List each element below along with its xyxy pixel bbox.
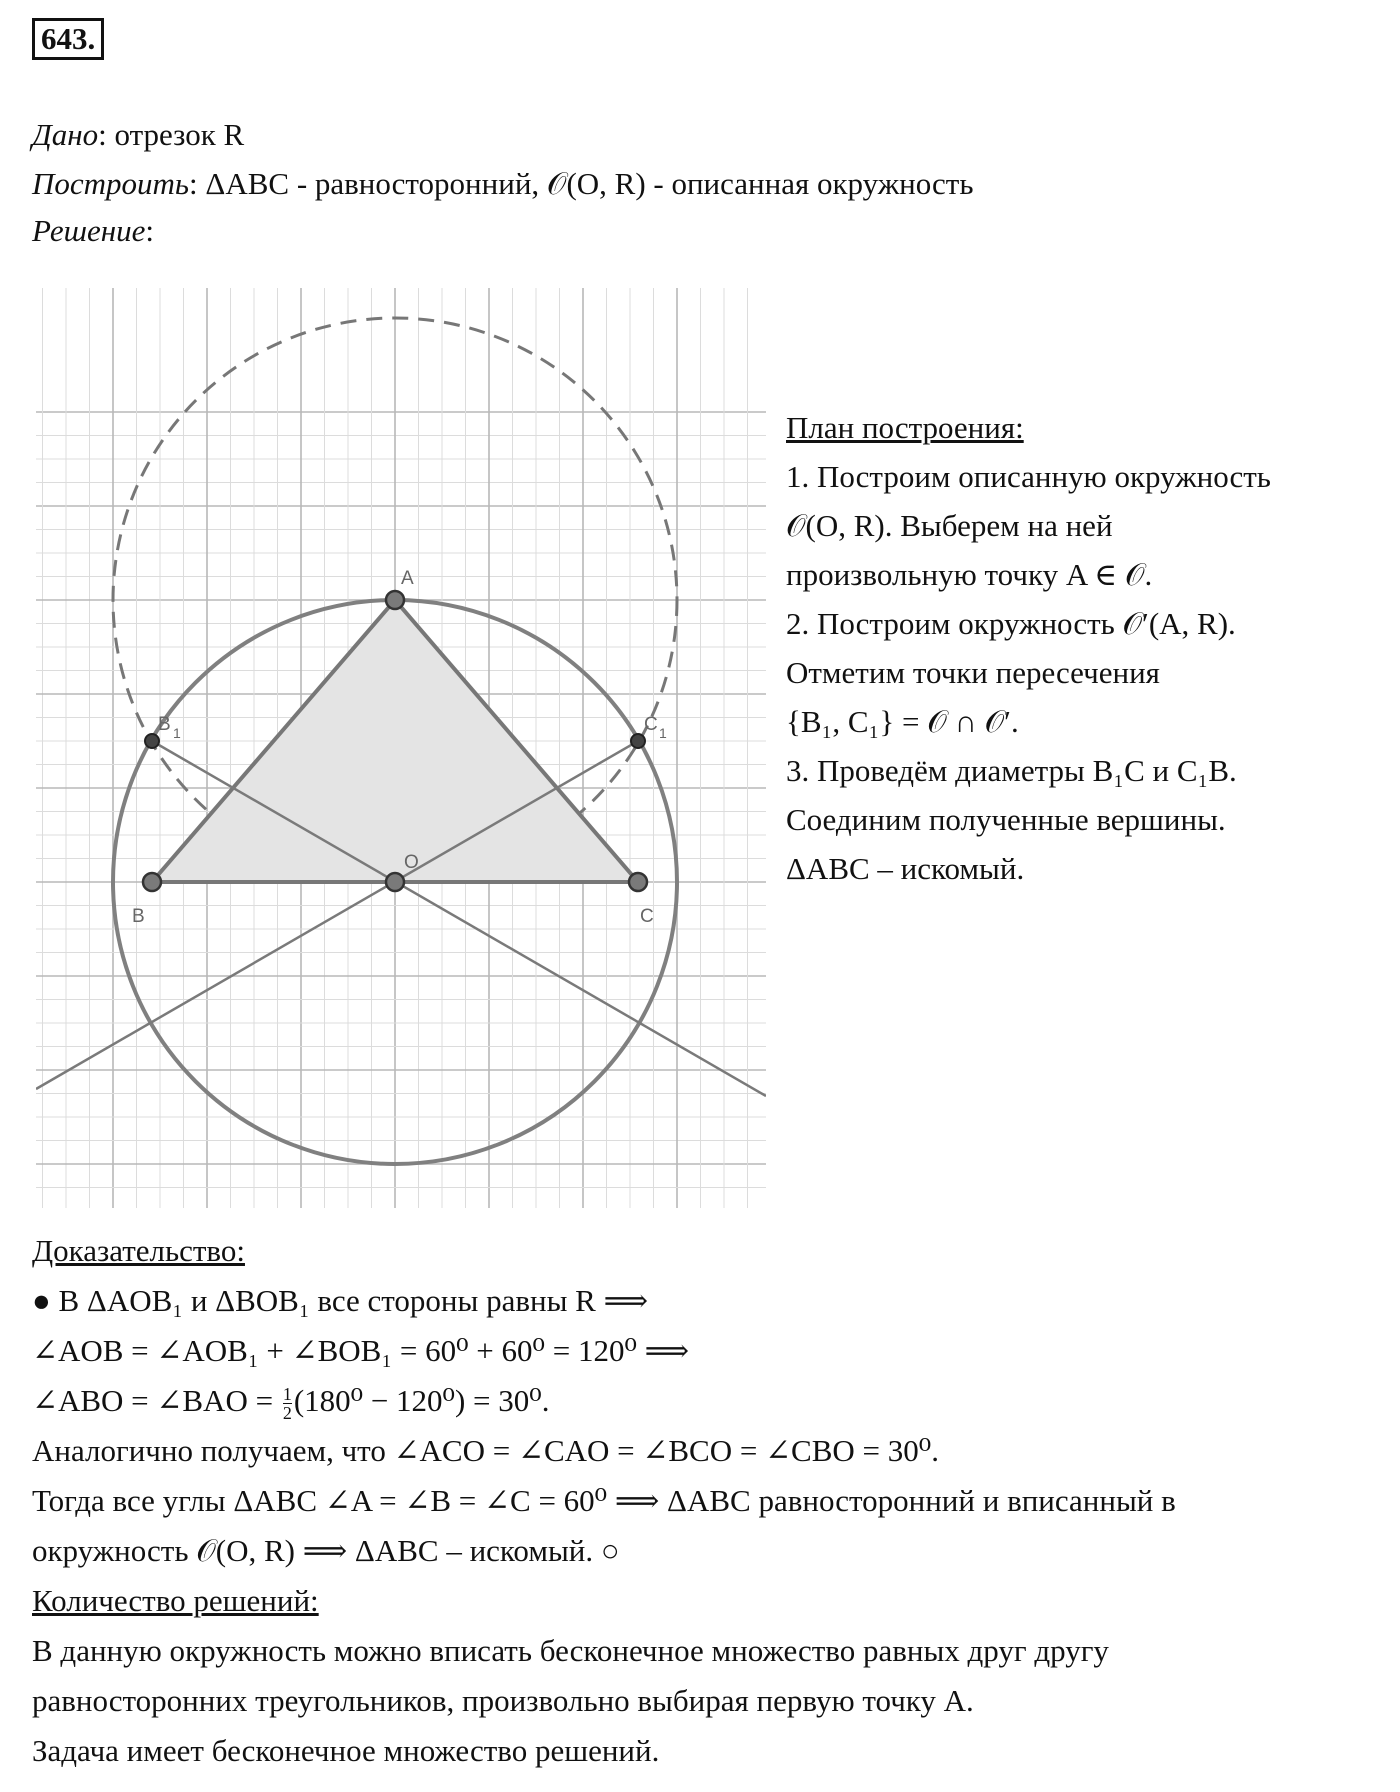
problem-number: 643.	[32, 18, 104, 60]
construct-label: Построить	[32, 166, 190, 201]
given-text: : отрезок R	[98, 117, 245, 152]
proof-section	[32, 1226, 1176, 1776]
point-b	[143, 873, 161, 891]
label-c1: C	[644, 714, 658, 735]
point-c1	[631, 734, 645, 748]
proof-title: Доказательство:	[32, 1233, 245, 1268]
proof-line-fraction	[32, 1376, 1176, 1426]
construct-text: : ΔABC - равносторонний, 𝒪(O, R) - описанная окружность	[189, 166, 974, 201]
point-c	[629, 873, 647, 891]
proof-line: Аналогично получаем, что ∠ACO = ∠CAO = ∠BCO = ∠CBO = 30⁰.	[32, 1433, 939, 1468]
given-label: Дано	[32, 117, 99, 152]
solution-label: Решение	[32, 213, 146, 248]
count-line: В данную окружность можно вписать бесконечное множество равных друг другу	[32, 1633, 1109, 1668]
plan-line: 2. Построим окружность 𝒪′(A, R).	[786, 606, 1236, 641]
point-o	[386, 873, 404, 891]
count-line: Задача имеет бесконечное множество решений.	[32, 1733, 660, 1768]
label-b: B	[132, 906, 145, 927]
proof-line: окружность 𝒪(O, R) ⟹ ΔABC – искомый. ○	[32, 1533, 620, 1568]
solution-line	[32, 211, 154, 251]
construction-plan	[786, 403, 1271, 893]
plan-line: {B₁, C₁} = 𝒪 ∩ 𝒪′.	[786, 704, 1019, 739]
label-b1-sub: 1	[173, 725, 181, 741]
label-c: C	[640, 906, 654, 927]
plan-line: произвольную точку A ∈ 𝒪.	[786, 557, 1153, 592]
fraction-numerator: 1	[282, 1384, 292, 1405]
construction-figure	[36, 288, 766, 1208]
point-a	[386, 591, 404, 609]
fraction-one-half	[283, 1385, 292, 1422]
plan-line: ΔABC – искомый.	[786, 851, 1025, 886]
proof-line: ∠AOB = ∠AOB₁ + ∠BOB₁ = 60⁰ + 60⁰ = 120⁰ ⟹	[32, 1333, 690, 1368]
fraction-denominator: 2	[282, 1403, 292, 1424]
proof-line: Тогда все углы ΔABC ∠A = ∠B = ∠C = 60⁰ ⟹ ΔABC равносторонний и вписанный в	[32, 1483, 1176, 1518]
solution-text: :	[145, 213, 154, 248]
plan-line: Отметим точки пересечения	[786, 655, 1160, 690]
proof-line3-post: (180⁰ − 120⁰) = 30⁰.	[293, 1383, 550, 1418]
plan-line: 𝒪(O, R). Выберем на ней	[786, 508, 1113, 543]
proof-line3-pre: ∠ABO = ∠BAO =	[32, 1383, 274, 1418]
plan-line: Соединим полученные вершины.	[786, 802, 1226, 837]
plan-line: 1. Построим описанную окружность	[786, 459, 1271, 494]
label-c1-sub: 1	[659, 725, 667, 741]
label-o: O	[404, 852, 419, 873]
count-line: равносторонних треугольников, произвольно выбирая первую точку A.	[32, 1683, 974, 1718]
point-b1	[145, 734, 159, 748]
given-line	[32, 115, 244, 155]
plan-title: План построения:	[786, 410, 1024, 445]
label-b1: B	[158, 714, 171, 735]
construct-line	[32, 164, 973, 204]
proof-line: ● В ΔAOB₁ и ΔBOB₁ все стороны равны R ⟹	[32, 1283, 649, 1318]
count-title: Количество решений:	[32, 1583, 319, 1618]
plan-line: 3. Проведём диаметры B₁C и C₁B.	[786, 753, 1237, 788]
label-a: A	[401, 568, 414, 589]
